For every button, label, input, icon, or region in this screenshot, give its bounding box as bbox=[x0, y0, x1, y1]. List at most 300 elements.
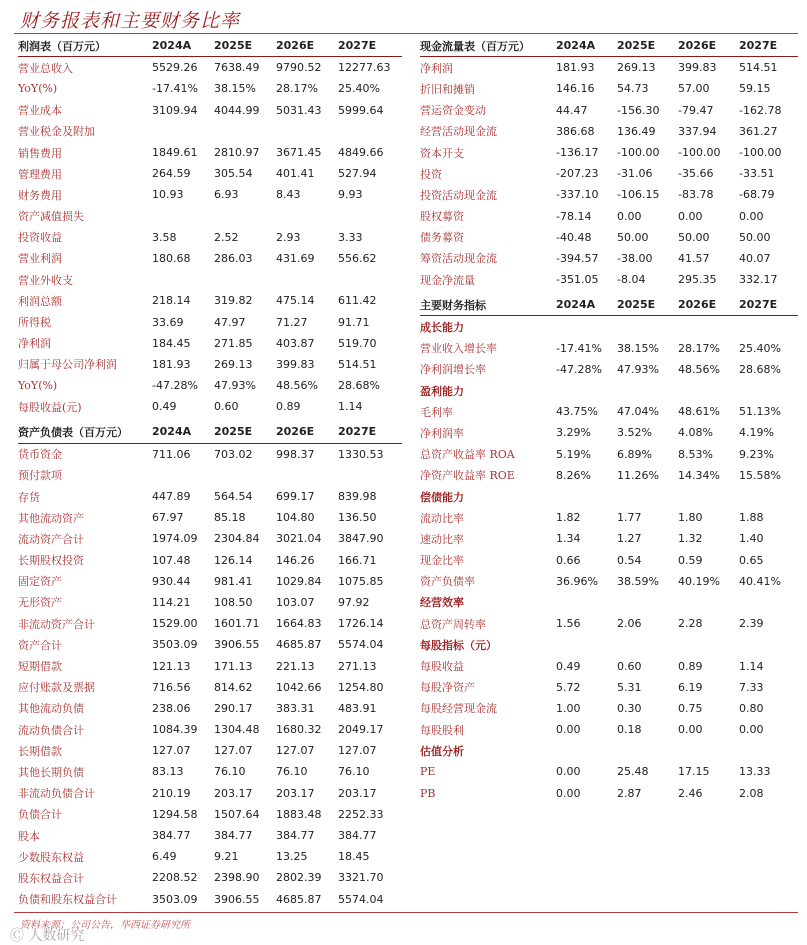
cell-value: 1726.14 bbox=[338, 617, 384, 631]
cell-value: 8.43 bbox=[276, 188, 301, 202]
row-label: 投资 bbox=[420, 167, 442, 181]
cell-value: 11.26% bbox=[617, 468, 659, 482]
cell-value: 9.21 bbox=[214, 850, 239, 864]
table-row bbox=[18, 248, 402, 269]
cell-value: 2.06 bbox=[617, 617, 642, 631]
row-label: 固定资产 bbox=[18, 575, 62, 589]
cell-value: 136.49 bbox=[617, 124, 656, 138]
cell-value: 1601.71 bbox=[214, 617, 260, 631]
row-label: 销售费用 bbox=[18, 146, 62, 160]
table-row bbox=[420, 206, 798, 227]
cell-value: 0.00 bbox=[617, 209, 642, 223]
table-row bbox=[18, 889, 402, 910]
cell-value: 384.77 bbox=[276, 829, 315, 843]
cell-value: 5574.04 bbox=[338, 892, 384, 906]
row-label: 折旧和摊销 bbox=[420, 82, 475, 96]
cell-value: 4.19% bbox=[739, 426, 774, 440]
column-header: 2024A bbox=[152, 39, 192, 53]
cell-value: 126.14 bbox=[214, 553, 253, 567]
row-label: 筹资活动现金流 bbox=[420, 252, 497, 266]
cell-value: 166.71 bbox=[338, 553, 377, 567]
cell-value: 0.00 bbox=[678, 209, 703, 223]
section-heading bbox=[420, 316, 798, 337]
cell-value: 2.39 bbox=[739, 617, 764, 631]
table-row bbox=[18, 354, 402, 375]
cell-value: 2.08 bbox=[739, 786, 764, 800]
cell-value: 203.17 bbox=[338, 786, 377, 800]
cell-value: 4849.66 bbox=[338, 146, 384, 160]
cell-value: 36.96% bbox=[556, 574, 598, 588]
cell-value: 146.16 bbox=[556, 82, 595, 96]
table-row bbox=[18, 592, 402, 613]
cell-value: 384.77 bbox=[338, 829, 377, 843]
left-column bbox=[18, 35, 402, 910]
table-row bbox=[18, 507, 402, 528]
column-header: 2027E bbox=[338, 39, 377, 53]
cell-value: 25.40% bbox=[739, 341, 781, 355]
row-label: 货币资金 bbox=[18, 448, 62, 462]
cell-value: 1.80 bbox=[678, 511, 703, 525]
cell-value: 48.56% bbox=[276, 379, 318, 393]
cell-value: -38.00 bbox=[617, 251, 653, 265]
table-row bbox=[420, 761, 798, 782]
table-row bbox=[18, 867, 402, 888]
cell-value: 9.23% bbox=[739, 447, 774, 461]
row-label: 每股收益(元) bbox=[18, 400, 82, 414]
row-label: 营业税金及附加 bbox=[18, 125, 95, 139]
cell-value: 703.02 bbox=[214, 447, 253, 461]
table-row bbox=[18, 465, 402, 486]
cell-value: 127.07 bbox=[152, 744, 191, 758]
table-row bbox=[18, 634, 402, 655]
cell-value: 40.41% bbox=[739, 574, 781, 588]
table-row bbox=[18, 163, 402, 184]
row-label: 营运资金变动 bbox=[420, 104, 486, 118]
table-row bbox=[420, 248, 798, 269]
cell-value: 171.13 bbox=[214, 659, 253, 673]
cell-value: 28.17% bbox=[276, 82, 318, 96]
cell-value: 290.17 bbox=[214, 701, 253, 715]
section-heading bbox=[420, 486, 798, 507]
row-label: 少数股东权益 bbox=[18, 850, 84, 864]
row-label: 成长能力 bbox=[420, 321, 464, 335]
cell-value: 5.31 bbox=[617, 680, 642, 694]
cell-value: -337.10 bbox=[556, 188, 599, 202]
cell-value: -106.15 bbox=[617, 188, 660, 202]
cell-value: 0.80 bbox=[739, 701, 764, 715]
table-row bbox=[18, 677, 402, 698]
cell-value: 2802.39 bbox=[276, 871, 322, 885]
cell-value: 25.48 bbox=[617, 765, 649, 779]
table-row bbox=[420, 57, 798, 78]
table-row bbox=[420, 783, 798, 804]
cell-value: 2304.84 bbox=[214, 532, 260, 546]
cell-value: 3671.45 bbox=[276, 146, 322, 160]
row-label: 资产合计 bbox=[18, 638, 62, 652]
cell-value: 146.26 bbox=[276, 553, 315, 567]
title-divider bbox=[14, 33, 798, 34]
table-row bbox=[420, 78, 798, 99]
cell-value: 319.82 bbox=[214, 294, 253, 308]
table-row bbox=[18, 78, 402, 99]
cell-value: 930.44 bbox=[152, 574, 191, 588]
cell-value: 564.54 bbox=[214, 490, 253, 504]
table-row bbox=[420, 571, 798, 592]
cell-value: 2.28 bbox=[678, 617, 703, 631]
cell-value: 54.73 bbox=[617, 82, 649, 96]
row-label: 总资产收益率 ROA bbox=[420, 448, 515, 462]
table-row bbox=[18, 613, 402, 634]
table-header-title: 现金流量表（百万元） bbox=[420, 39, 530, 53]
table-header-title: 资产负债表（百万元） bbox=[18, 425, 128, 439]
column-header: 2027E bbox=[739, 39, 778, 53]
cell-value: 4685.87 bbox=[276, 638, 322, 652]
cell-value: 271.13 bbox=[338, 659, 377, 673]
cell-value: 4044.99 bbox=[214, 103, 260, 117]
cell-value: 121.13 bbox=[152, 659, 191, 673]
row-label: 长期股权投资 bbox=[18, 554, 84, 568]
cell-value: 57.00 bbox=[678, 82, 710, 96]
table-row bbox=[18, 269, 402, 290]
column-header: 2025E bbox=[214, 425, 253, 439]
row-label: 盈利能力 bbox=[420, 384, 464, 398]
cell-value: 3847.90 bbox=[338, 532, 384, 546]
column-header: 2026E bbox=[276, 39, 315, 53]
row-label: 营业外收支 bbox=[18, 273, 73, 287]
cell-value: 0.00 bbox=[739, 209, 764, 223]
cell-value: 6.49 bbox=[152, 850, 177, 864]
row-label: 毛利率 bbox=[420, 405, 453, 419]
income-statement-table bbox=[18, 35, 402, 417]
balance-sheet-table bbox=[18, 421, 402, 909]
row-label: 净资产收益率 ROE bbox=[420, 469, 515, 483]
table-row bbox=[18, 121, 402, 142]
row-label: 经营效率 bbox=[420, 596, 464, 610]
cell-value: 264.59 bbox=[152, 167, 191, 181]
cell-value: 384.77 bbox=[152, 829, 191, 843]
cell-value: 51.13% bbox=[739, 405, 781, 419]
cell-value: 15.58% bbox=[739, 468, 781, 482]
column-header: 2027E bbox=[338, 425, 377, 439]
cell-value: 1664.83 bbox=[276, 617, 322, 631]
cell-value: -351.05 bbox=[556, 273, 599, 287]
cell-value: 8.26% bbox=[556, 468, 591, 482]
row-label: 流动比率 bbox=[420, 511, 464, 525]
table-row bbox=[18, 698, 402, 719]
cell-value: 127.07 bbox=[276, 744, 315, 758]
cell-value: 3503.09 bbox=[152, 638, 198, 652]
row-label: 无形资产 bbox=[18, 596, 62, 610]
cell-value: 9790.52 bbox=[276, 61, 322, 75]
cell-value: 3021.04 bbox=[276, 532, 322, 546]
cell-value: 7638.49 bbox=[214, 61, 260, 75]
cell-value: 76.10 bbox=[276, 765, 308, 779]
cell-value: 4.08% bbox=[678, 426, 713, 440]
row-label: 资本开支 bbox=[420, 146, 464, 160]
table-row bbox=[420, 422, 798, 443]
table-row bbox=[420, 719, 798, 740]
table-row bbox=[18, 846, 402, 867]
row-label: 债务募资 bbox=[420, 231, 464, 245]
cell-value: 711.06 bbox=[152, 447, 191, 461]
cell-value: 59.15 bbox=[739, 82, 771, 96]
cell-value: 998.37 bbox=[276, 447, 315, 461]
cell-value: 3109.94 bbox=[152, 103, 198, 117]
cell-value: -33.51 bbox=[739, 167, 775, 181]
table-row bbox=[18, 184, 402, 205]
cell-value: -68.79 bbox=[739, 188, 775, 202]
cell-value: 527.94 bbox=[338, 167, 377, 181]
cell-value: 1.82 bbox=[556, 511, 581, 525]
table-row bbox=[18, 550, 402, 571]
cell-value: 401.41 bbox=[276, 167, 315, 181]
table-row bbox=[18, 528, 402, 549]
cell-value: 9.93 bbox=[338, 188, 363, 202]
column-header: 2027E bbox=[739, 298, 778, 312]
row-label: 每股经营现金流 bbox=[420, 702, 497, 716]
cell-value: 14.34% bbox=[678, 468, 720, 482]
row-label: 速动比率 bbox=[420, 532, 464, 546]
cell-value: 384.77 bbox=[214, 829, 253, 843]
cell-value: 5.72 bbox=[556, 680, 581, 694]
cell-value: 6.19 bbox=[678, 680, 703, 694]
row-label: 短期借款 bbox=[18, 660, 62, 674]
cell-value: 5529.26 bbox=[152, 61, 198, 75]
cell-value: 383.31 bbox=[276, 701, 315, 715]
row-label: 资产负债率 bbox=[420, 575, 475, 589]
row-label: 投资活动现金流 bbox=[420, 188, 497, 202]
cell-value: 2049.17 bbox=[338, 723, 384, 737]
cell-value: 0.89 bbox=[276, 400, 301, 414]
row-label: 营业利润 bbox=[18, 252, 62, 266]
cell-value: 40.07 bbox=[739, 251, 771, 265]
cell-value: 3321.70 bbox=[338, 871, 384, 885]
cell-value: 2.93 bbox=[276, 230, 301, 244]
table-row bbox=[18, 311, 402, 332]
cashflow-header-row bbox=[420, 35, 798, 57]
cell-value: 104.80 bbox=[276, 511, 315, 525]
cell-value: 1330.53 bbox=[338, 447, 384, 461]
row-label: 非流动资产合计 bbox=[18, 617, 95, 631]
cell-value: 38.59% bbox=[617, 574, 659, 588]
cell-value: 103.07 bbox=[276, 595, 315, 609]
cell-value: 0.59 bbox=[678, 553, 703, 567]
row-label: 应付账款及票据 bbox=[18, 681, 95, 695]
cell-value: 483.91 bbox=[338, 701, 377, 715]
table-row bbox=[18, 761, 402, 782]
cell-value: -47.28% bbox=[556, 362, 602, 376]
column-header: 2024A bbox=[556, 298, 596, 312]
cell-value: 3.58 bbox=[152, 230, 177, 244]
section-heading bbox=[420, 592, 798, 613]
row-label: 利润总额 bbox=[18, 294, 62, 308]
table-row bbox=[18, 804, 402, 825]
cell-value: 47.93% bbox=[617, 362, 659, 376]
cell-value: 1.00 bbox=[556, 701, 581, 715]
cell-value: -47.28% bbox=[152, 379, 198, 393]
row-label: 净利润 bbox=[420, 61, 453, 75]
cell-value: -17.41% bbox=[556, 341, 602, 355]
cell-value: 50.00 bbox=[739, 230, 771, 244]
row-label: YoY(%) bbox=[18, 379, 58, 393]
cell-value: 0.00 bbox=[556, 786, 581, 800]
cell-value: 17.15 bbox=[678, 765, 710, 779]
table-row bbox=[420, 698, 798, 719]
cell-value: 1849.61 bbox=[152, 146, 198, 160]
row-label: 总资产周转率 bbox=[420, 617, 486, 631]
cell-value: 0.00 bbox=[556, 765, 581, 779]
row-label: 流动资产合计 bbox=[18, 532, 84, 546]
row-label: 预付款项 bbox=[18, 469, 62, 483]
cell-value: 127.07 bbox=[338, 744, 377, 758]
table-row bbox=[18, 396, 402, 417]
cell-value: 47.97 bbox=[214, 315, 246, 329]
cell-value: 28.17% bbox=[678, 341, 720, 355]
cell-value: 2810.97 bbox=[214, 146, 260, 160]
cell-value: 97.92 bbox=[338, 595, 370, 609]
cell-value: 218.14 bbox=[152, 294, 191, 308]
cell-value: 28.68% bbox=[739, 362, 781, 376]
table-row bbox=[420, 655, 798, 676]
balance-header-row bbox=[18, 421, 402, 443]
cell-value: 5031.43 bbox=[276, 103, 322, 117]
cell-value: -100.00 bbox=[678, 146, 721, 160]
table-row bbox=[18, 486, 402, 507]
cell-value: 47.04% bbox=[617, 405, 659, 419]
table-row bbox=[18, 783, 402, 804]
table-row bbox=[420, 444, 798, 465]
cell-value: 127.07 bbox=[214, 744, 253, 758]
table-row bbox=[18, 57, 402, 78]
table-row bbox=[420, 121, 798, 142]
row-label: 管理费用 bbox=[18, 167, 62, 181]
row-label: 经营活动现金流 bbox=[420, 125, 497, 139]
cell-value: 514.51 bbox=[338, 357, 377, 371]
row-label: 营业收入增长率 bbox=[420, 342, 497, 356]
table-row bbox=[18, 444, 402, 465]
table-row bbox=[18, 655, 402, 676]
cell-value: 1974.09 bbox=[152, 532, 198, 546]
cell-value: 2.46 bbox=[678, 786, 703, 800]
table-row bbox=[420, 227, 798, 248]
cell-value: 238.06 bbox=[152, 701, 191, 715]
cell-value: 7.33 bbox=[739, 680, 764, 694]
cell-value: 2.52 bbox=[214, 230, 239, 244]
row-label: 流动负债合计 bbox=[18, 723, 84, 737]
table-row bbox=[420, 359, 798, 380]
cell-value: 305.54 bbox=[214, 167, 253, 181]
cell-value: 0.00 bbox=[739, 723, 764, 737]
row-label: 其他长期负债 bbox=[18, 765, 84, 779]
table-row bbox=[18, 142, 402, 163]
financial-ratios-table bbox=[420, 294, 798, 804]
cell-value: 107.48 bbox=[152, 553, 191, 567]
cell-value: -79.47 bbox=[678, 103, 714, 117]
table-row bbox=[18, 719, 402, 740]
table-header-title: 利润表（百万元） bbox=[18, 39, 106, 53]
cell-value: -100.00 bbox=[739, 146, 782, 160]
cell-value: 3906.55 bbox=[214, 638, 260, 652]
cell-value: 76.10 bbox=[214, 765, 246, 779]
cell-value: 0.30 bbox=[617, 701, 642, 715]
row-label: PB bbox=[420, 786, 436, 800]
section-heading bbox=[420, 380, 798, 401]
cell-value: -136.17 bbox=[556, 146, 599, 160]
row-label: 资产减值损失 bbox=[18, 210, 84, 224]
cell-value: 91.71 bbox=[338, 315, 370, 329]
table-row bbox=[420, 269, 798, 290]
table-row bbox=[18, 375, 402, 396]
cell-value: 108.50 bbox=[214, 595, 253, 609]
cell-value: 1042.66 bbox=[276, 680, 322, 694]
cell-value: 12277.63 bbox=[338, 61, 391, 75]
table-row bbox=[420, 338, 798, 359]
cell-value: 1.40 bbox=[739, 532, 764, 546]
cell-value: 3906.55 bbox=[214, 892, 260, 906]
cell-value: 41.57 bbox=[678, 251, 710, 265]
cell-value: 286.03 bbox=[214, 251, 253, 265]
row-label: 其他流动资产 bbox=[18, 511, 84, 525]
cell-value: 180.68 bbox=[152, 251, 191, 265]
cell-value: 6.89% bbox=[617, 447, 652, 461]
cell-value: 2398.90 bbox=[214, 871, 260, 885]
table-row bbox=[420, 184, 798, 205]
cell-value: 50.00 bbox=[678, 230, 710, 244]
cell-value: -35.66 bbox=[678, 167, 714, 181]
watermark: Ⓒ 人数研究 bbox=[10, 928, 85, 944]
cell-value: 839.98 bbox=[338, 490, 377, 504]
row-label: 营业总收入 bbox=[18, 61, 73, 75]
cell-value: 136.50 bbox=[338, 511, 377, 525]
cell-value: 83.13 bbox=[152, 765, 184, 779]
cell-value: 3.29% bbox=[556, 426, 591, 440]
cell-value: 5.19% bbox=[556, 447, 591, 461]
cell-value: 361.27 bbox=[739, 124, 778, 138]
cell-value: 181.93 bbox=[556, 61, 595, 75]
cell-value: 3.33 bbox=[338, 230, 363, 244]
cell-value: 716.56 bbox=[152, 680, 191, 694]
cell-value: 514.51 bbox=[739, 61, 778, 75]
table-row bbox=[18, 206, 402, 227]
row-label: 现金比率 bbox=[420, 554, 464, 568]
cell-value: 0.49 bbox=[556, 659, 581, 673]
cell-value: 6.93 bbox=[214, 188, 239, 202]
row-label: 现金净流量 bbox=[420, 273, 475, 287]
table-row bbox=[420, 507, 798, 528]
row-label: 负债和股东权益合计 bbox=[18, 893, 117, 907]
cell-value: 8.53% bbox=[678, 447, 713, 461]
cell-value: 2.87 bbox=[617, 786, 642, 800]
cell-value: 295.35 bbox=[678, 273, 717, 287]
cell-value: 1294.58 bbox=[152, 807, 198, 821]
cell-value: 4685.87 bbox=[276, 892, 322, 906]
cell-value: -156.30 bbox=[617, 103, 660, 117]
cell-value: 0.54 bbox=[617, 553, 642, 567]
table-row bbox=[420, 465, 798, 486]
cell-value: 1084.39 bbox=[152, 723, 198, 737]
cell-value: 1.32 bbox=[678, 532, 703, 546]
cell-value: 1254.80 bbox=[338, 680, 384, 694]
row-label: 净利润 bbox=[18, 337, 51, 351]
row-label: YoY(%) bbox=[18, 82, 58, 96]
cell-value: 10.93 bbox=[152, 188, 184, 202]
section-heading bbox=[420, 634, 798, 655]
cell-value: 269.13 bbox=[214, 357, 253, 371]
table-row bbox=[420, 613, 798, 634]
row-label: PE bbox=[420, 765, 436, 779]
cell-value: 38.15% bbox=[617, 341, 659, 355]
row-label: 股权募资 bbox=[420, 210, 464, 224]
